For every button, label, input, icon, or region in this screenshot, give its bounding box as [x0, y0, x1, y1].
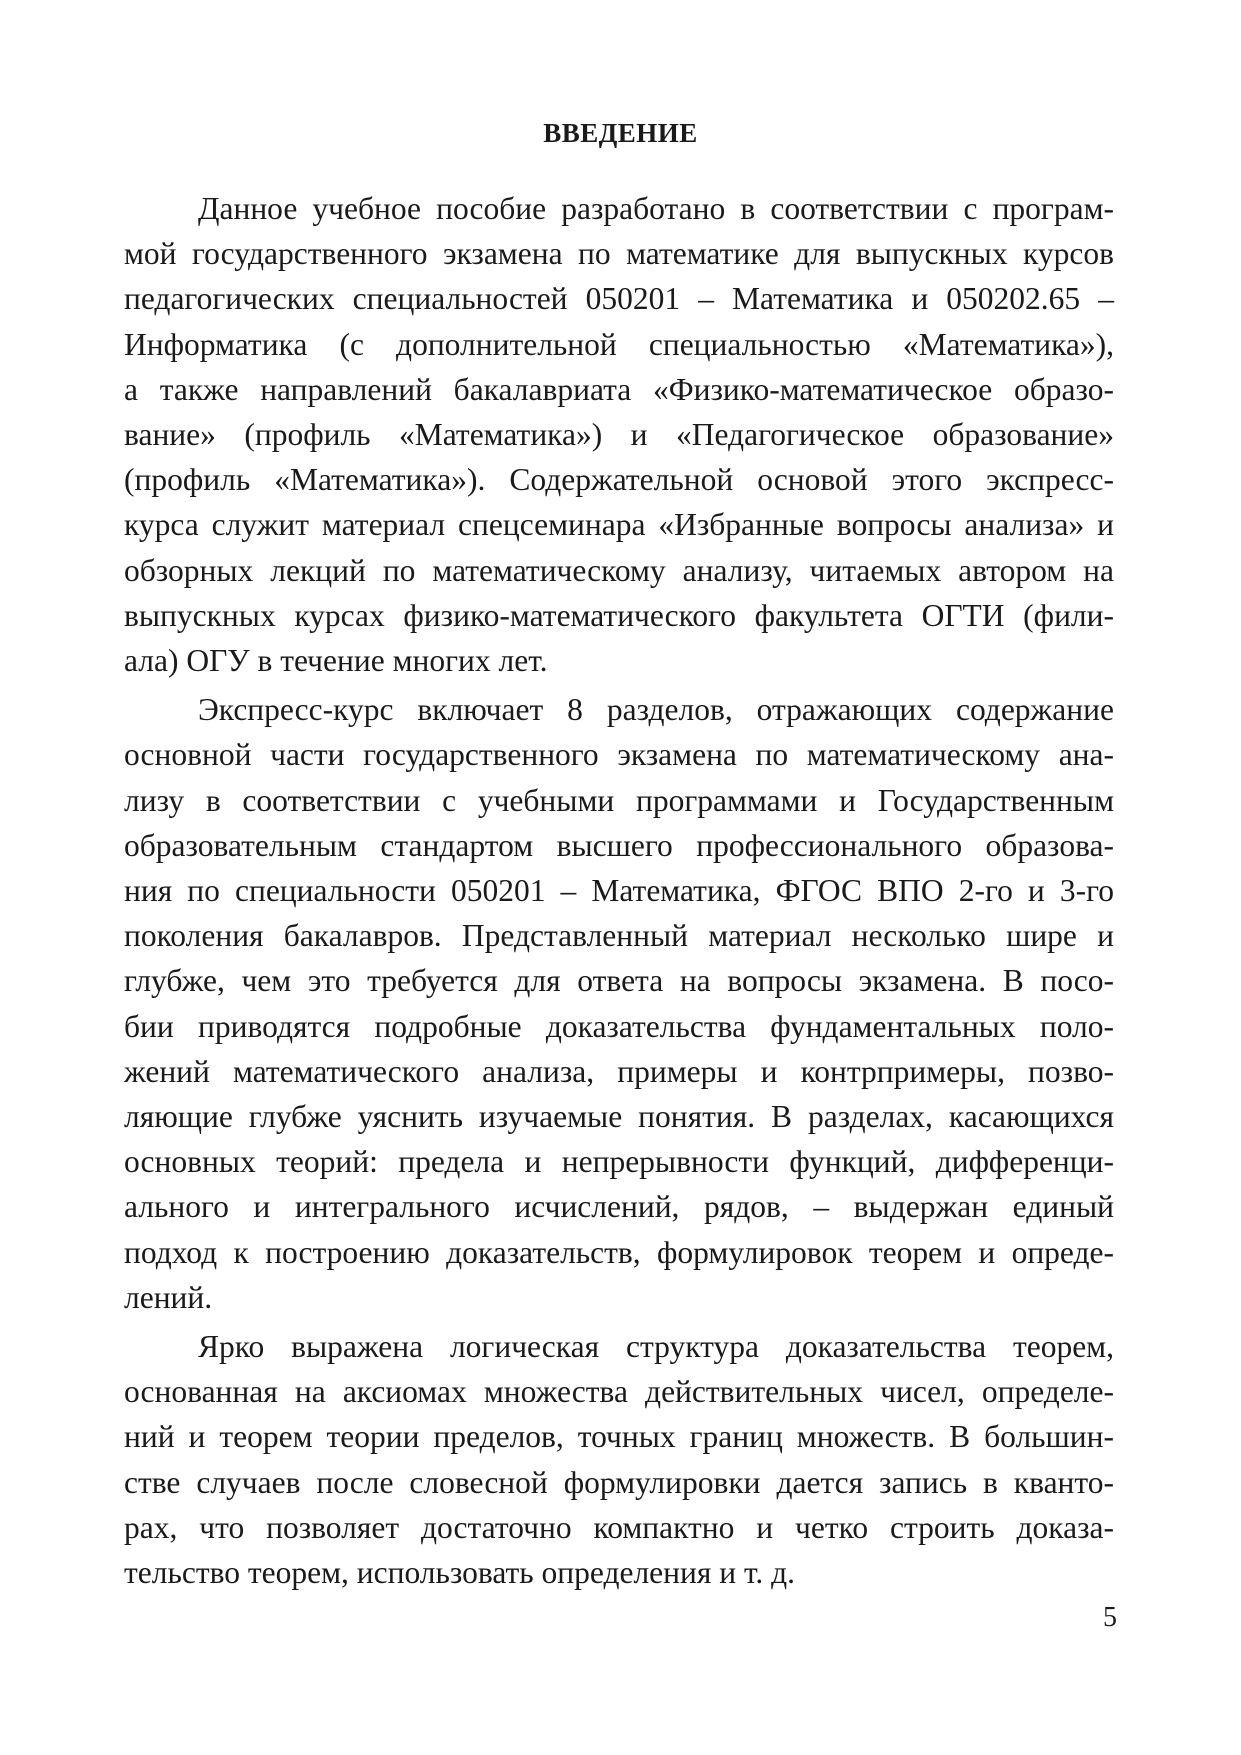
text-line: ляющие глубже уяснить изучаемые понятия. В разделах, касающихся	[124, 1099, 1114, 1135]
text-line: обзорных лекций по математическому анализу, читаемых автором на	[124, 552, 1114, 588]
text-line: ала) ОГУ в течение многих лет.	[124, 643, 548, 679]
text-line: курса служит материал спецсеминара «Избранные вопросы анализа» и	[124, 507, 1114, 543]
text-line: лений.	[124, 1279, 213, 1315]
text-line: ний и теорем теории пределов, точных границ множеств. В большин-	[124, 1419, 1114, 1455]
text-line: педагогических специальностей 050201 – Математика и 050202.65 –	[124, 281, 1114, 317]
text-line: образовательным стандартом высшего профессионального образова-	[124, 827, 1114, 863]
text-line: бии приводятся подробные доказательства фундаментальных поло-	[124, 1008, 1114, 1044]
text-line: глубже, чем это требуется для ответа на вопросы экзамена. В посо-	[124, 963, 1114, 999]
paragraph	[124, 186, 1114, 683]
text-line: а также направлений бакалавриата «Физико-математическое образо-	[124, 371, 1114, 407]
body-text	[124, 186, 1114, 1595]
text-line: жений математического анализа, примеры и контрпримеры, позво-	[124, 1053, 1114, 1089]
text-line: основанная на аксиомах множества действительных чисел, определе-	[124, 1374, 1114, 1410]
text-line: лизу в соответствии с учебными программами и Государственным	[124, 782, 1114, 818]
text-line: основной части государственного экзамена по математическому ана-	[124, 737, 1114, 773]
text-line: Экспресс-курс включает 8 разделов, отражающих содержание	[198, 692, 1114, 728]
text-line: Информатика (с дополнительной специальностью «Математика»),	[124, 326, 1114, 362]
text-line: Ярко выражена логическая структура доказательства теорем,	[198, 1329, 1114, 1365]
text-line: основных теорий: предела и непрерывности функций, дифференци-	[124, 1144, 1114, 1180]
text-line: вание» (профиль «Математика») и «Педагогическое образование»	[124, 417, 1114, 453]
section-heading: ВВЕДЕНИЕ	[543, 118, 698, 148]
page-number: 5	[1103, 1602, 1117, 1633]
text-line: тельство теорем, использовать определения и т. д.	[124, 1555, 796, 1591]
text-line: мой государственного экзамена по математике для выпускных курсов	[124, 236, 1114, 272]
text-line: Данное учебное пособие разработано в соответствии с програм-	[198, 191, 1114, 226]
paragraph	[124, 687, 1114, 1320]
text-line: (профиль «Математика»). Содержательной основой этого экспресс-	[124, 462, 1114, 498]
text-line: рах, что позволяет достаточно компактно и четко строить доказа-	[124, 1509, 1114, 1545]
text-line: поколения бакалавров. Представленный материал несколько шире и	[124, 918, 1114, 954]
text-line: ального и интегрального исчислений, рядов, – выдержан единый	[124, 1189, 1114, 1225]
paragraph	[124, 1324, 1114, 1595]
text-line: выпускных курсах физико-математического факультета ОГТИ (фили-	[124, 597, 1114, 633]
text-line: подход к построению доказательств, формулировок теорем и опреде-	[124, 1234, 1114, 1270]
text-line: стве случаев после словесной формулировки дается запись в кванто-	[124, 1464, 1114, 1500]
text-line: ния по специальности 050201 – Математика, ФГОС ВПО 2-го и 3-го	[124, 873, 1114, 909]
